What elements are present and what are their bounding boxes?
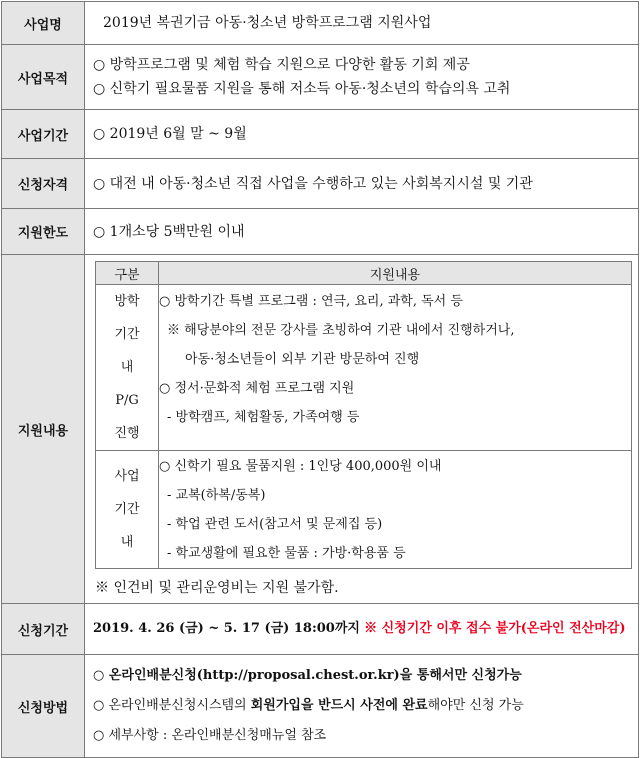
support-item: ○ 정서·문화적 체험 프로그램 지원 [159, 381, 355, 396]
eligibility-value: ○ 대전 내 아동·청소년 직접 사업을 수행하고 있는 사회복지시설 및 기관 [93, 175, 533, 192]
limit-value: ○ 1개소당 5백만원 이내 [93, 223, 245, 240]
label-apply-method: 신청방법 [2, 655, 85, 758]
apply-method-line-1: ○ 온라인배분신청(http://proposal.chest.or.kr)을 통해서만 신청가능 [93, 668, 522, 683]
purpose-line-2: ○ 신학기 필요물품 지원을 통해 저소득 아동·청소년의 학습의욕 고취 [93, 81, 511, 97]
purpose-line-1: ○ 방학프로그램 및 체험 학습 지원으로 다양한 활동 기회 제공 [93, 57, 470, 73]
row-limit [2, 209, 639, 255]
support-item: ○ 신학기 필요 물품지원 : 1인당 400,000원 이내 [159, 459, 442, 474]
label-support: 지원내용 [2, 255, 85, 604]
apply-method-line-2: ○ 온라인배분신청시스템의 회원가입을 반드시 사전에 완료해야만 신청 가능 [93, 698, 524, 713]
apply-method-line-3: ○ 세부사항 : 온라인배분신청매뉴얼 참조 [93, 728, 327, 743]
support-item: ○ 방학기간 특별 프로그램 : 연극, 요리, 과학, 독서 등 [159, 294, 463, 309]
row-project-name [2, 2, 639, 45]
support-item: 아동·청소년들이 외부 기관 방문하여 진행 [185, 352, 420, 367]
support-item: - 학업 관련 도서(참고서 및 문제집 등) [167, 517, 383, 532]
support-item: - 교복(하복/동복) [167, 488, 266, 503]
support-detail-table [95, 261, 632, 569]
support-group-semester [96, 451, 632, 569]
row-apply-method [2, 655, 639, 758]
label-purpose: 사업목적 [2, 45, 85, 110]
label-eligibility: 신청자격 [2, 159, 85, 209]
row-period [2, 110, 639, 159]
support-category-vacation: 방학 기간 내 P/G 진행 [96, 285, 159, 451]
apply-period-warning: ※ 신청기간 이후 접수 불가(온라인 전산마감) [364, 621, 626, 636]
row-purpose [2, 45, 639, 110]
support-header-category: 구분 [96, 262, 159, 285]
support-group-vacation [96, 285, 632, 451]
support-note: ※ 인건비 및 관리운영비는 지원 불가함. [95, 580, 339, 596]
project-name-value: 2019년 복권기금 아동·청소년 방학프로그램 지원사업 [103, 15, 432, 31]
label-project-name: 사업명 [2, 2, 85, 45]
apply-period-value: 2019. 4. 26 (금) ~ 5. 17 (금) 18:00까지 [93, 621, 360, 636]
row-eligibility [2, 159, 639, 209]
support-item: - 방학캠프, 체험활동, 가족여행 등 [167, 410, 360, 425]
support-header-content: 지원내용 [159, 262, 632, 285]
label-period: 사업기간 [2, 110, 85, 159]
label-apply-period: 신청기간 [2, 604, 85, 655]
support-item: - 학교생활에 필요한 물품 : 가방·학용품 등 [167, 546, 406, 561]
row-apply-period [2, 604, 639, 655]
period-value: ○ 2019년 6월 말 ~ 9월 [93, 126, 247, 142]
label-limit: 지원한도 [2, 209, 85, 255]
support-category-semester: 사업 기간 내 [96, 451, 159, 569]
row-support [2, 255, 639, 604]
project-info-table [1, 1, 639, 758]
support-item: ※ 해당분야의 전문 강사를 초빙하여 기관 내에서 진행하거나, [167, 323, 515, 338]
